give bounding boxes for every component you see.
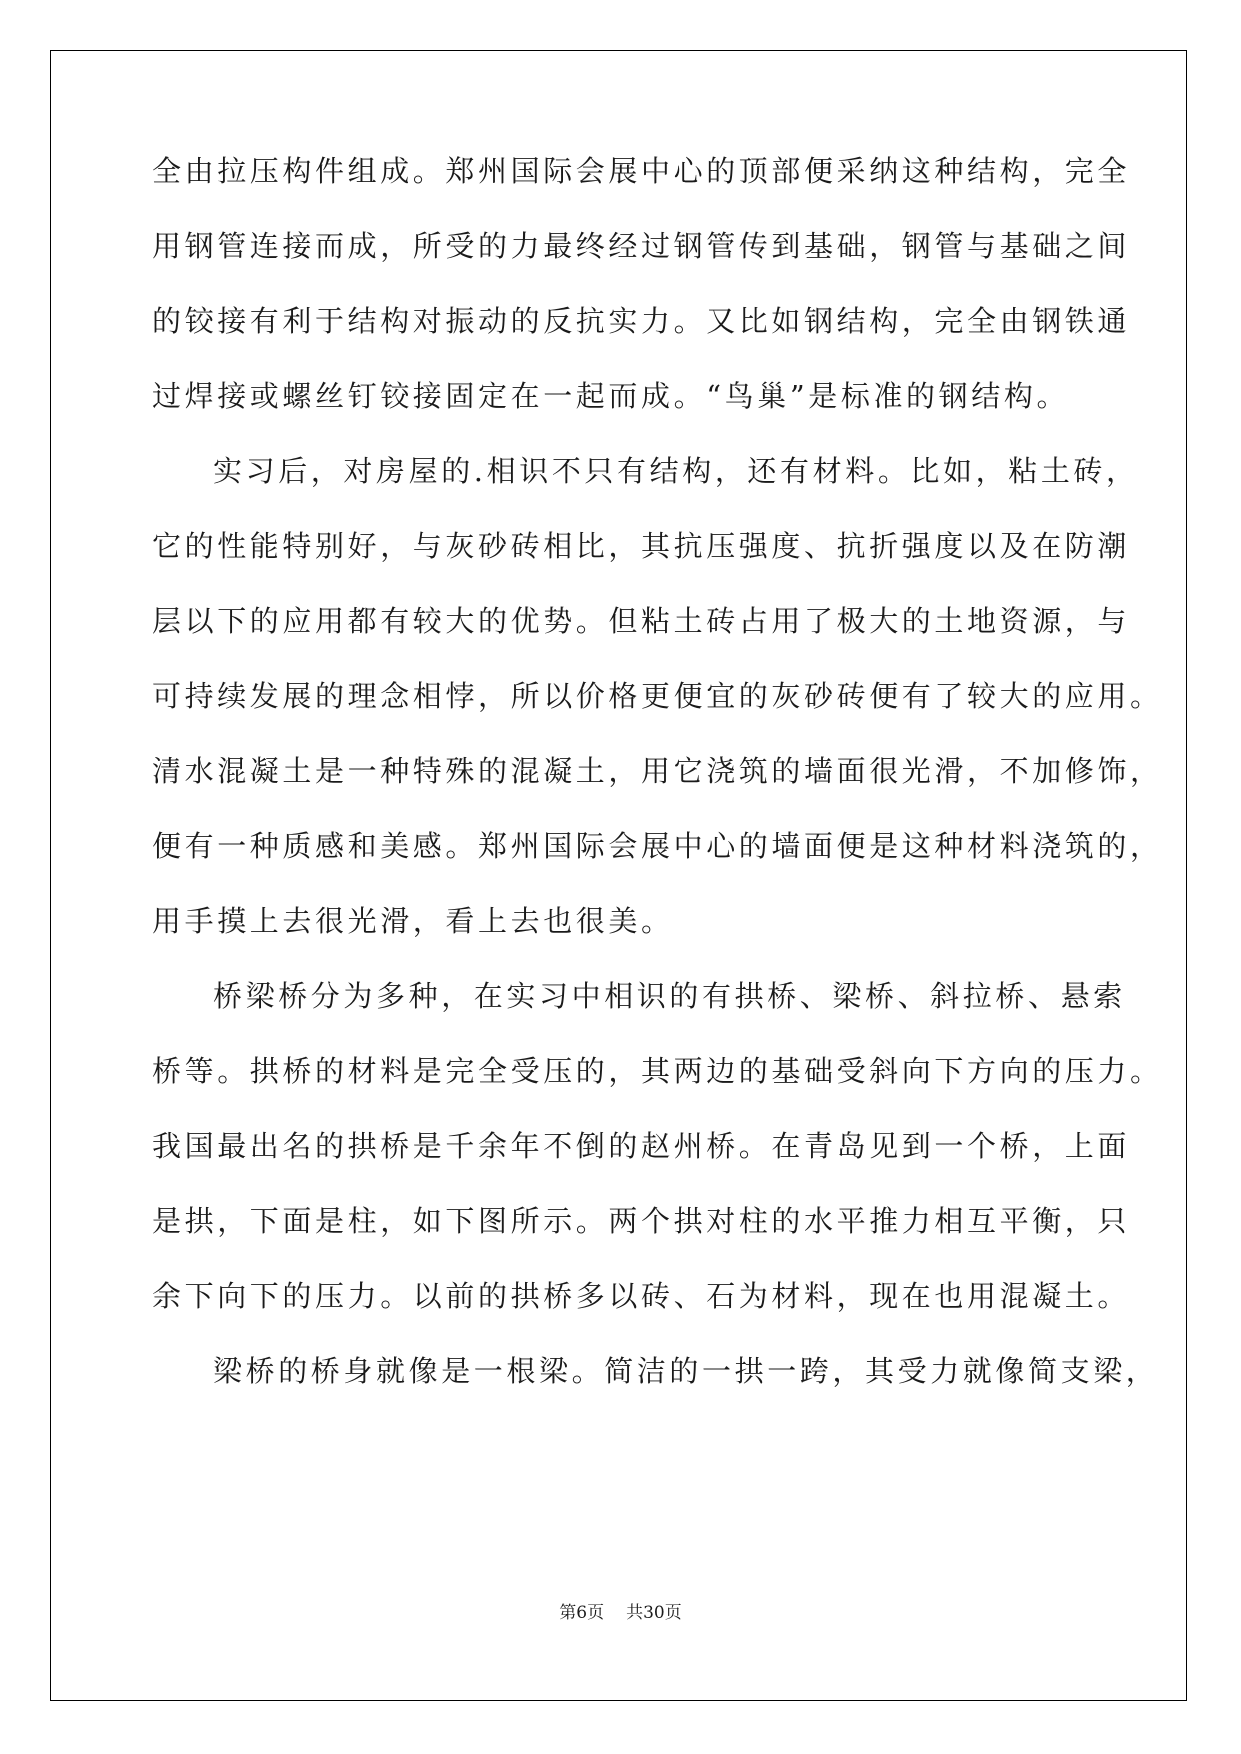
text-line: 它的性能特别好，与灰砂砖相比，其抗压强度、抗折强度以及在防潮 <box>152 529 1131 563</box>
page-total: 共30页 <box>626 1603 682 1623</box>
text-line: 便有一种质感和美感。郑州国际会展中心的墙面便是这种材料浇筑的， <box>152 829 1163 863</box>
page-number: 第6页 <box>559 1603 605 1623</box>
text-line: 用手摸上去很光滑，看上去也很美。 <box>152 904 674 938</box>
text-line: 桥等。拱桥的材料是完全受压的，其两边的基础受斜向下方向的压力。 <box>152 1054 1163 1088</box>
text-line: 余下向下的压力。以前的拱桥多以砖、石为材料，现在也用混凝土。 <box>152 1279 1131 1313</box>
text-line: 层以下的应用都有较大的优势。但粘土砖占用了极大的土地资源，与 <box>152 604 1131 638</box>
page-footer <box>0 1598 1241 1623</box>
text-line: 过焊接或螺丝钉铰接固定在一起而成。“鸟巢”是标准的钢结构。 <box>152 379 1070 413</box>
paragraph-start-line: 梁桥的桥身就像是一根梁。简洁的一拱一跨，其受力就像简支梁， <box>213 1354 1159 1388</box>
text-line: 用钢管连接而成，所受的力最终经过钢管传到基础，钢管与基础之间 <box>152 229 1131 263</box>
text-line: 清水混凝土是一种特殊的混凝土，用它浇筑的墙面很光滑，不加修饰， <box>152 754 1163 788</box>
paragraph-start-line: 桥梁桥分为多种，在实习中相识的有拱桥、梁桥、斜拉桥、悬索 <box>213 979 1126 1013</box>
text-line: 我国最出名的拱桥是千余年不倒的赵州桥。在青岛见到一个桥，上面 <box>152 1129 1131 1163</box>
text-line: 是拱，下面是柱，如下图所示。两个拱对柱的水平推力相互平衡，只 <box>152 1204 1131 1238</box>
text-line: 可持续发展的理念相悖，所以价格更便宜的灰砂砖便有了较大的应用。 <box>152 679 1163 713</box>
paragraph-start-line: 实习后，对房屋的.相识不只有结构，还有材料。比如，粘土砖， <box>213 454 1139 488</box>
text-line: 全由拉压构件组成。郑州国际会展中心的顶部便采纳这种结构，完全 <box>152 154 1131 188</box>
text-line: 的铰接有利于结构对振动的反抗实力。又比如钢结构，完全由钢铁通 <box>152 304 1131 338</box>
page-frame <box>50 50 1187 1701</box>
